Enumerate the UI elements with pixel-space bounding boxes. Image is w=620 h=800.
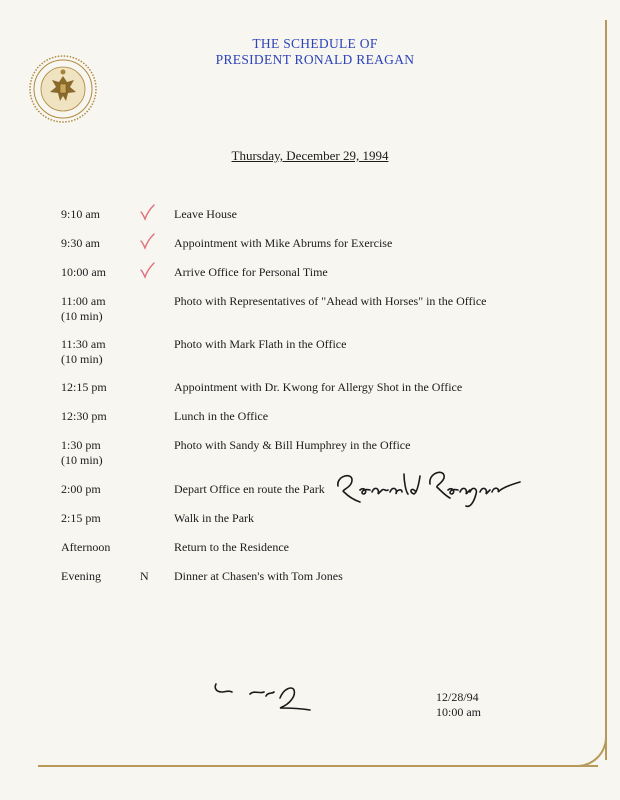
schedule-event: Appointment with Mike Abrums for Exercise [174, 236, 393, 250]
print-date: 12/28/94 [436, 690, 479, 704]
schedule-time [61, 265, 106, 280]
schedule-event: Dinner at Chasen's with Tom Jones [174, 569, 343, 583]
schedule-event: Appointment with Dr. Kwong for Allergy Shot in the Office [174, 380, 463, 394]
schedule-event: Depart Office en route the Park [174, 482, 325, 496]
schedule-event: Photo with Representatives of "Ahead with Horses" in the Office [174, 294, 487, 308]
schedule-event: Lunch in the Office [174, 409, 269, 423]
schedule-mark: N [140, 569, 149, 583]
schedule-event: Return to the Residence [174, 540, 289, 554]
header-line-2: PRESIDENT RONALD REAGAN [215, 52, 415, 67]
page-border-bottom [38, 765, 598, 767]
schedule-event: Arrive Office for Personal Time [174, 265, 328, 279]
schedule-time [61, 207, 100, 222]
time-label: 2:15 pm [61, 511, 101, 525]
time-label: 12:30 pm [61, 409, 107, 423]
time-label: 12:15 pm [61, 380, 107, 394]
schedule-time [61, 380, 107, 395]
time-label: 2:00 pm [61, 482, 101, 496]
time-label: 9:30 am [61, 236, 100, 250]
schedule-event: Photo with Sandy & Bill Humphrey in the Office [174, 438, 411, 452]
schedule-event: Walk in the Park [174, 511, 255, 525]
checkmark-icon [138, 203, 156, 221]
signature-ronald-reagan [330, 462, 530, 512]
time-label: 1:30 pm [61, 438, 101, 452]
schedule-header [150, 36, 480, 68]
checkmark-icon [138, 261, 156, 279]
checkmark-icon [138, 232, 156, 250]
duration-label: (10 min) [61, 309, 103, 323]
time-label: 10:00 am [61, 265, 106, 279]
print-time: 10:00 am [436, 705, 481, 719]
schedule-date: Thursday, December 29, 1994 [231, 148, 389, 163]
duration-label: (10 min) [61, 453, 103, 467]
time-label: 9:10 am [61, 207, 100, 221]
schedule-event: Leave House [174, 207, 237, 221]
header-line-1: THE SCHEDULE OF [252, 36, 378, 51]
schedule-time [61, 409, 107, 424]
schedule-time [61, 337, 106, 367]
schedule-time [61, 540, 110, 555]
time-label: 11:00 am [61, 294, 106, 308]
schedule-time [61, 511, 101, 526]
time-label: Afternoon [61, 540, 111, 554]
time-label: 11:30 am [61, 337, 106, 351]
presidential-seal-icon [28, 54, 98, 124]
duration-label: (10 min) [61, 352, 103, 366]
time-label: Evening [61, 569, 101, 583]
page-border-corner [573, 733, 607, 767]
schedule-time [61, 294, 106, 324]
handwritten-initials [210, 678, 320, 718]
print-stamp [436, 690, 481, 720]
schedule-time [61, 236, 100, 251]
schedule-event: Photo with Mark Flath in the Office [174, 337, 347, 351]
schedule-time [61, 438, 103, 468]
schedule-time [61, 482, 101, 497]
schedule-time [61, 569, 101, 584]
page-border-right [605, 20, 607, 760]
